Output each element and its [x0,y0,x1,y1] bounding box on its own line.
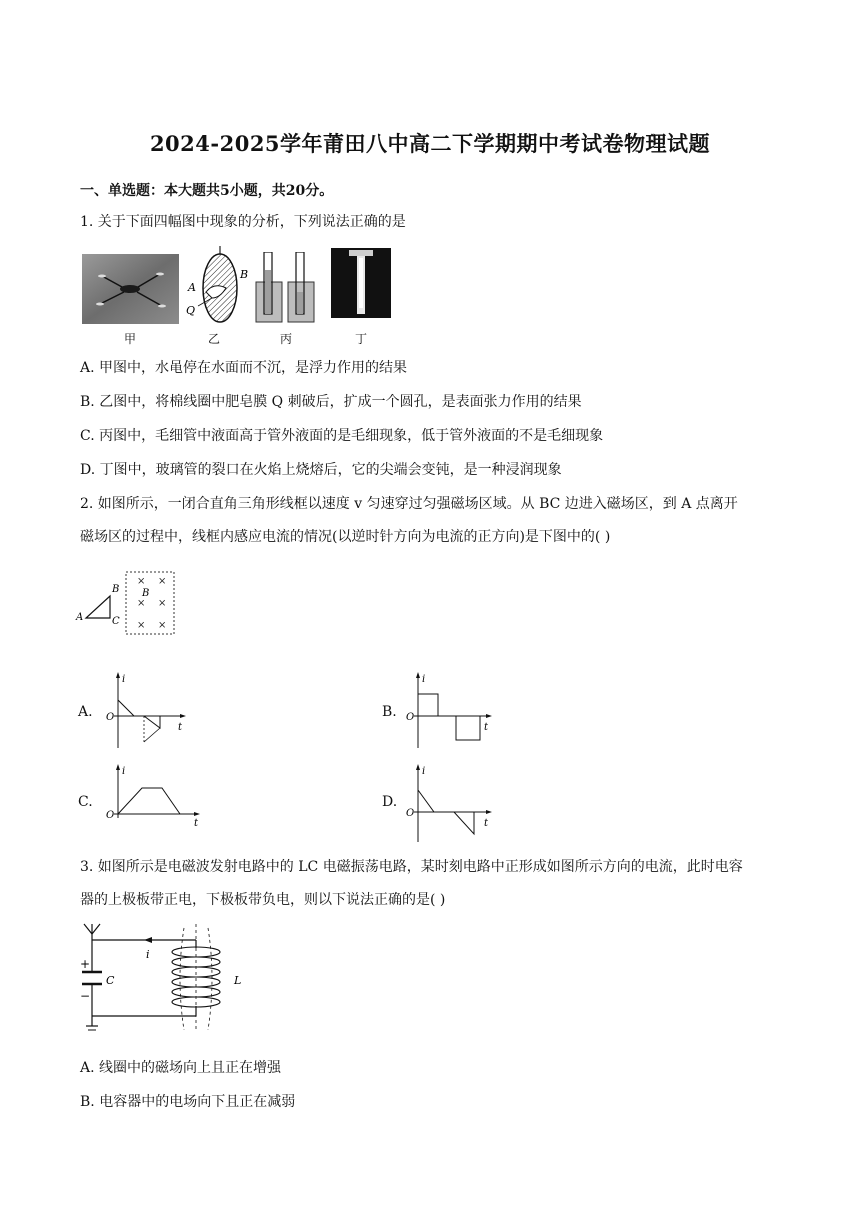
svg-text:×: × [137,598,146,609]
q1-figure-yi [184,246,254,326]
label-a: A [188,281,196,294]
svg-text:t: t [194,818,199,828]
svg-text:×: × [137,576,146,587]
q3-option-a: A. 线圈中的磁场向上且正在增强 [80,1060,282,1076]
capacitor-label: C [106,974,115,987]
svg-text:×: × [158,598,167,609]
axis-o: O [106,712,115,723]
svg-text:×: × [158,620,167,631]
caption-bing: 丙 [279,332,292,346]
q1-figure-bing [254,252,318,324]
q1-option-c: C. 丙图中，毛细管中液面高于管外液面的是毛细现象，低于管外液面的不是毛细现象 [80,428,604,444]
svg-text:×: × [137,620,146,631]
inductor-label: L [234,974,242,987]
tri-label-c: C [112,616,120,627]
tri-label-a: A [76,612,84,623]
svg-text:O: O [406,712,415,723]
q2-graph-c [104,762,204,828]
field-label: B [142,588,150,599]
q2-figure-field [74,568,184,638]
axis-i: i [122,674,126,685]
q1-option-a: A. 甲图中，水黾停在水面而不沉，是浮力作用的结果 [80,360,408,376]
current-label: i [146,948,150,961]
q2-stem-line2: 磁场区的过程中，线框内感应电流的情况(以逆时针方向为电流的正方向)是下图中的( ) [80,529,611,545]
section-heading: 一、单选题：本大题共5小题，共20分。 [80,183,334,199]
q2-stem-line1: 2. 如图所示，一闭合直角三角形线框以速度 v 匀速穿过匀强磁场区域。从 BC 边进入磁场区，到 A 点离开 [80,496,738,512]
q1-stem: 1. 关于下面四幅图中现象的分析，下列说法正确的是 [80,214,406,230]
caption-yi: 乙 [207,332,220,346]
plus-label: + [80,957,91,971]
svg-text:O: O [106,810,115,821]
svg-text:i: i [122,766,126,777]
axis-t: t [178,722,183,733]
minus-label: − [80,989,91,1003]
q2-graph-a [104,670,190,752]
q2-option-c-label: C. [78,794,93,810]
svg-text:i: i [422,766,426,777]
caption-jia: 甲 [123,332,136,346]
svg-text:×: × [158,576,167,587]
q2-graph-b [404,670,496,752]
svg-text:t: t [484,722,489,733]
page-title: 2024-2025学年莆田八中高二下学期期中考试卷物理试题 [149,131,711,156]
tri-label-b: B [112,584,120,595]
q2-option-d-label: D. [382,794,398,810]
q1-option-b: B. 乙图中，将棉线圈中肥皂膜 Q 刺破后，扩成一个圆孔，是表面张力作用的结果 [80,394,582,410]
q1-figure-ding [331,248,391,318]
q3-option-b: B. 电容器中的电场向下且正在减弱 [80,1094,296,1110]
label-q: Q [186,304,196,317]
svg-text:t: t [484,818,489,829]
svg-text:O: O [406,808,415,819]
q2-graph-d [404,762,496,846]
q3-stem-line1: 3. 如图所示是电磁波发射电路中的 LC 电磁振荡电路，某时刻电路中正形成如图所示方向的电流，此时电容 [80,859,743,875]
svg-text:i: i [422,674,426,685]
q2-option-a-label: A. [78,704,93,720]
q3-figure-lc-circuit [76,920,256,1036]
q1-option-d: D. 丁图中，玻璃管的裂口在火焰上烧熔后，它的尖端会变钝，是一种浸润现象 [80,462,562,478]
q1-figure-jia [82,254,179,324]
q2-option-b-label: B. [382,704,397,720]
label-b: B [240,268,249,281]
caption-ding: 丁 [354,332,367,346]
q3-stem-line2: 器的上极板带正电，下极板带负电，则以下说法正确的是( ) [80,892,446,908]
